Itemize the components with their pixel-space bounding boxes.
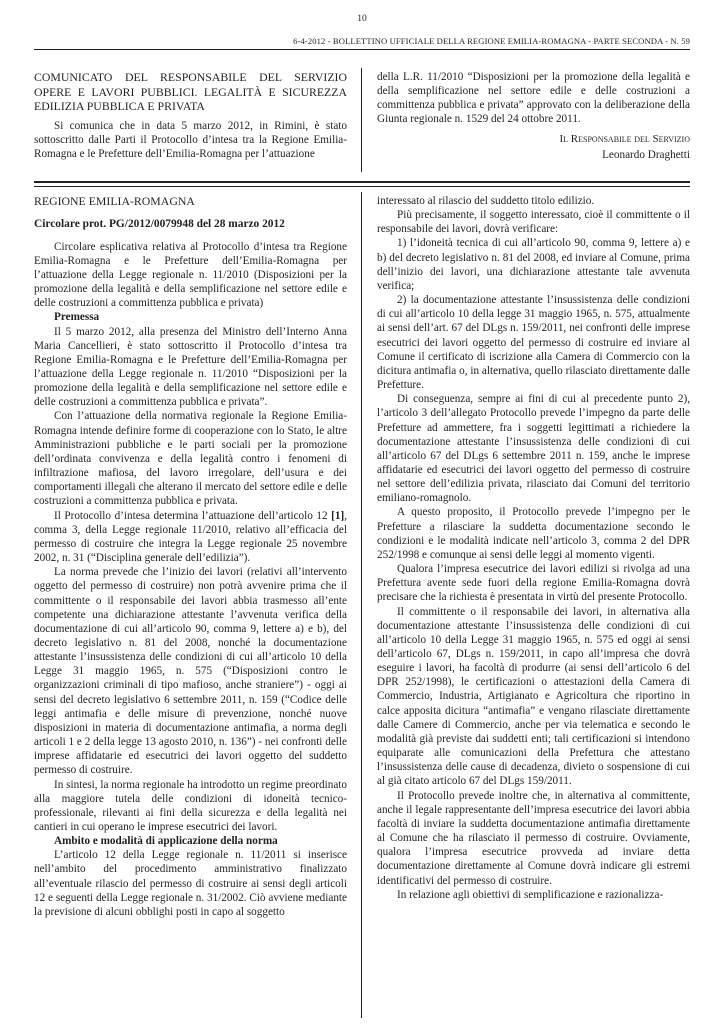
paragraph-6: L’articolo 12 della Legge regionale n. 11/2011 si inserisce nell’ambito del procedimento amministrativo finalizzato all’eventuale rilascio del permesso di costruire ai sensi degli articoli 12 e seguenti della Legge regionale n. 31/2002. Ciò avviene mediante la previsione di alcuni obblighi posti in capo al soggetto xyxy=(34,849,347,918)
running-header: 6-4-2012 - BOLLETTINO UFFICIALE DELLA REGIONE EMILIA-ROMAGNA - PARTE SECONDA - N. 59 xyxy=(293,36,690,46)
right-paragraph-4: A questo proposito, il Protocollo prevede l’impegno per le Prefetture a rilasciare la suddetta documentazione secondo le condizioni e le modalità indicate nell’articolo 3, comma 2 del DPR 252/1998 e comunque ai sensi delle leggi al momento vigenti. xyxy=(377,506,690,561)
footnote-reference[interactable]: [1] xyxy=(331,509,345,522)
page-number: 10 xyxy=(357,14,367,24)
right-paragraph-8: In relazione agli obiettivi di semplificazione e razionalizza- xyxy=(397,888,664,901)
header-rule xyxy=(34,49,690,50)
right-paragraph-2: Più precisamente, il soggetto interessato, cioè il committente o il responsabile dei lavori, dovrà verificare: xyxy=(377,209,690,236)
paragraph-5: In sintesi, la norma regionale ha introdotto un regime preordinato alla maggiore tutela delle condizioni di idoneità tecnico-professionale, rilevanti ai fini della sicurezza e della legalità nei cantieri in cui operano le imprese esecutrici dei lavori. xyxy=(34,778,347,833)
premessa-heading: Premessa xyxy=(54,311,100,324)
circular-right-column xyxy=(377,194,690,902)
signature-role: Il Responsabile del Servizio xyxy=(559,132,690,145)
ambito-heading: Ambito e modalità di applicazione della norma xyxy=(54,835,278,848)
notice-title: COMUNICATO DEL RESPONSABILE DEL SERVIZIO OPERE E LAVORI PUBBLICI. LEGALITÀ E SICUREZZA EDILIZIA PUBBLICA E PRIVATA xyxy=(34,70,347,114)
circular-region: REGIONE EMILIA-ROMAGNA xyxy=(34,194,195,208)
notice-right-column xyxy=(377,70,690,162)
paragraph-3 xyxy=(34,509,347,566)
paragraph-2: Con l’attuazione della normativa regionale la Regione Emilia-Romagna intende definire forme di cooperazione con lo Stato, le altre Amministrazioni pubbliche e le parti sociali per la promozione dell’ordinata convivenza e della legalità contro i fenomeni di infiltrazione mafiosa, del lavoro irregolare, dell’usura e dei comportamenti illegali che alterano il mercato del settore edile e delle costruzioni a committenza pubblica e privata. xyxy=(34,410,347,508)
notice-left-column xyxy=(34,70,347,161)
signature-name: Leonardo Draghetti xyxy=(602,148,690,161)
notice-body-left: Si comunica che in data 5 marzo 2012, in Rimini, è stato sottoscritto dalle Parti il Protocollo d’intesa tra la Regione Emilia-Romagna e le Prefetture dell’Emilia-Romagna per l’attuazione xyxy=(34,119,347,161)
paragraph-3-start: Il Protocollo d’intesa determina l’attuazione dell’articolo 12 xyxy=(54,509,332,522)
right-paragraph-3: Di conseguenza, sempre ai fini di cui al precedente punto 2), l’articolo 3 dell’allegato Protocollo prevede l’impegno da parte delle Prefetture ad ammettere, fra i soggetti legittimati a richiedere la documentazione attestante l’insussistenza delle condizioni di cui all’articolo 67 del DLgs 6 settembre 2011 n. 159, anche le imprese affidatarie ed esecutrici dei lavori oggetto del permesso di costruire nel settore dell’edilizia privata, rilasciato dai Comuni del territorio emiliano-romagnolo. xyxy=(377,393,690,505)
circular-column-divider xyxy=(361,192,362,1018)
notice-body-right: della L.R. 11/2010 “Disposizioni per la promozione della legalità e della semplificazione nel settore edile e delle costruzioni a committenza pubblica e privata” approvato con la deliberazione della Giunta regionale n. 1529 del 24 ottobre 2011. xyxy=(377,71,690,126)
paragraph-4: La norma prevede che l’inizio dei lavori (relativi all’intervento oggetto del permesso di costruire) non potrà avvenire prima che il committente o il responsabile dei lavori abbia trasmesso all’ente competente una dichiarazione attestante l’avvenuta verifica della documentazione di cui all’articolo 90, comma 9, lettere a) e b), del decreto legislativo n. 81 del 2008, nonché la documentazione attestante l’insussistenza delle condizioni di cui all’articolo 10 della Legge 31 maggio 1965, n. 575 (“Disposizioni contro le organizzazioni criminali di tipo mafioso, anche straniere”) - oggi ai sensi del decreto legislativo 6 settembre 2011, n. 159 (“Codice delle leggi antimafia e delle misure di prevenzione, nonché nuove disposizioni in materia di documentazione antimafia, a norma degli articoli 1 e 2 della legge 13 agosto 2010, n. 136”) - nei confronti delle imprese affidatarie ed esecutrici dei lavori oggetto del suddetto permesso di costruire. xyxy=(34,566,347,777)
right-paragraph-1: interessato al rilascio del suddetto titolo edilizio. xyxy=(377,195,595,207)
circular-intro: Circolare esplicativa relativa al Protocollo d’intesa tra Regione Emilia-Romagna e le Prefetture dell’Emilia-Romagna per l’attuazione della Legge regionale n. 11/2010 (Disposizioni per la promozione della legalità e della semplificazione nel settore edile e delle costruzioni a committenza pubblica e privata) xyxy=(34,240,347,310)
right-list-item-2: 2) la documentazione attestante l’insussistenza delle condizioni di cui all’articolo 10 della legge 31 maggio 1965, n. 575, attualmente ai sensi dell’art. 67 del DLgs n. 159/2011, nei confronti delle imprese esecutrici dei lavori oggetto del permesso di costruire ed inviare al Comune il certificato di iscrizione alla Camera di Commercio con la dicitura antimafia o, in alternativa, quello rilasciato direttamente dalle Prefetture. xyxy=(377,294,690,392)
paragraph-1: Il 5 marzo 2012, alla presenza del Ministro dell’Interno Anna Maria Cancellieri, è stato sottoscritto il Protocollo d’intesa tra Regione Emilia-Romagna e le Prefetture dell’Emilia-Romagna per l’attuazione della Legge regionale n. 11/2010 “Disposizioni per la promozione della legalità e della semplificazione nel settore edile e delle costruzioni a committenza pubblica e privata”. xyxy=(34,325,347,409)
notice-column-divider xyxy=(361,68,362,172)
right-paragraph-6: Il committente o il responsabile dei lavori, in alternativa alla documentazione attestante l’insussistenza delle condizioni di cui all’articolo 10 della Legge 31 maggio 1965, n. 575 ed oggi ai sensi dell’articolo 67, DLgs n. 159/2011, in capo all’impresa che dovrà eseguire i lavori, ha facoltà di produrre (ai sensi dell’articolo 6 del DPR 252/1998), le certificazioni o attestazioni della Camera di Commercio, Industria, Artigianato e Agricoltura che riportino in calce apposita dicitura “antimafia” e vengano rilasciate direttamente dalle Camere di Commercio, anche per via telematica e secondo le modalità già previste dai suddetti enti; tali certificazioni si intendono equiparate alle comunicazioni della Prefettura che attestano l’insussistenza delle cause di decadenza, divieto o sospensione di cui al già citato articolo 67 del DLgs 159/2011. xyxy=(377,605,690,788)
right-list-item-1: 1) l’idoneità tecnica di cui all’articolo 90, comma 9, lettere a) e b) del decreto legislativo n. 81 del 2008, ed inviare al Comune, prima dell’inizio dei lavori, una dichiarazione attestante tale avvenuta verifica; xyxy=(377,237,690,292)
paragraph-3-end: , comma 3, della Legge regionale 11/2010, relativo all’efficacia del permesso di costruire che integra la Legge regionale 25 novembre 2002, n. 31 (“Disciplina generale dell’edilizia”). xyxy=(34,509,347,565)
right-paragraph-7: Il Protocollo prevede inoltre che, in alternativa al committente, anche il legale rappresentante dell’impresa esecutrice dei lavori abbia facoltà di inviare la suddetta documentazione antimafia direttamente al Comune che ha rilasciato il permesso di costruire. Ovviamente, qualora l’impresa esecutrice provveda ad inviare detta documentazione direttamente al Comune dovrà indicare gli estremi identificativi del permesso di costruire. xyxy=(377,789,690,887)
section-double-rule xyxy=(34,181,690,187)
circular-title: Circolare prot. PG/2012/0079948 del 28 marzo 2012 xyxy=(34,217,285,230)
right-paragraph-5: Qualora l’impresa esecutrice dei lavori edilizi si rivolga ad una Prefettura avente sede fuori della regione Emilia-Romagna dovrà precisare che la richiesta è presentata in virtù del presente Protocollo. xyxy=(377,563,690,604)
circular-left-column xyxy=(34,194,347,919)
